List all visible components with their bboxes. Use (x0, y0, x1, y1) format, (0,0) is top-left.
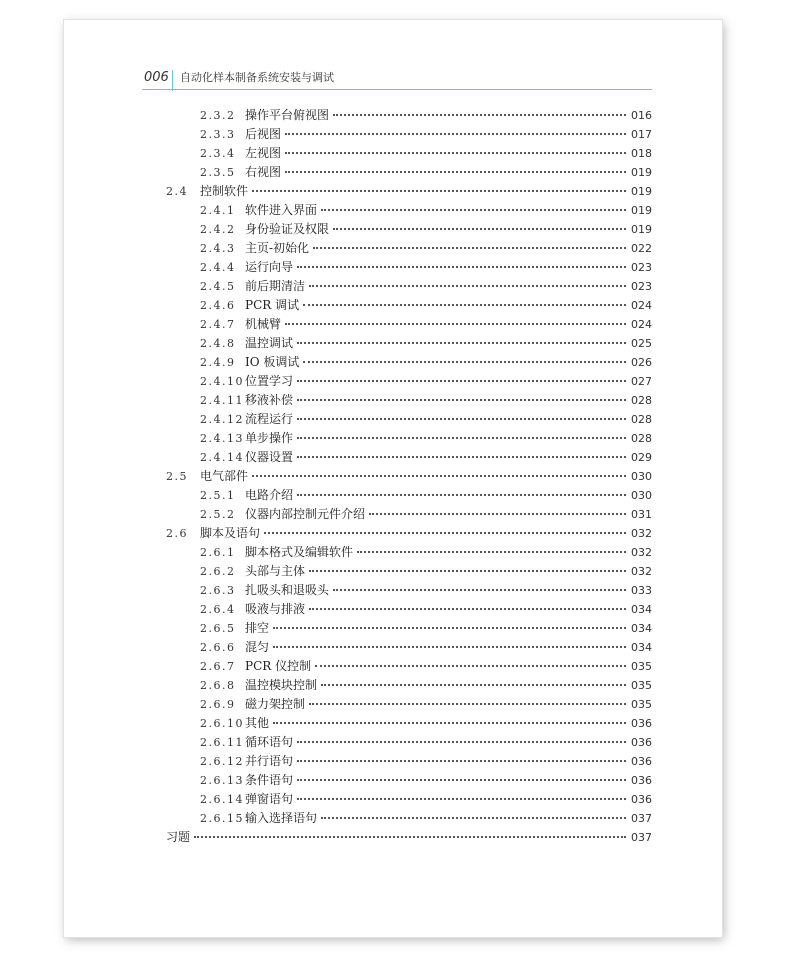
toc-entry-number: 2.4.3 (200, 242, 236, 255)
toc-entry-page: 031 (631, 508, 652, 521)
toc-subsection-entry (166, 543, 652, 562)
toc-leader-dots (252, 190, 626, 192)
toc-leader-dots (252, 475, 626, 477)
toc-entry-title: 操作平台俯视图 (245, 108, 330, 122)
toc-subsection-entry (166, 695, 652, 714)
toc-entry-page: 018 (631, 147, 652, 160)
toc-entry-page: 035 (631, 679, 652, 692)
toc-entry-title: IO 板调试 (245, 355, 300, 369)
toc-subsection-entry (166, 714, 652, 733)
toc-subsection-entry (166, 733, 652, 752)
toc-entry-page: 023 (631, 261, 652, 274)
toc-entry-page: 028 (631, 432, 652, 445)
toc-entry-number: 2.3.3 (200, 128, 236, 141)
toc-subsection-entry (166, 296, 652, 315)
toc-subsection-entry (166, 657, 652, 676)
toc-subsection-entry (166, 809, 652, 828)
toc-leader-dots (297, 418, 626, 420)
toc-subsection-entry (166, 334, 652, 353)
toc-entry-page: 030 (631, 489, 652, 502)
toc-entry-number: 2.4.1 (200, 204, 236, 217)
toc-subsection-entry (166, 201, 652, 220)
toc-leader-dots (313, 247, 626, 249)
toc-subsection-entry (166, 486, 652, 505)
toc-entry-number: 2.5.2 (200, 508, 236, 521)
toc-entry-title: 排空 (245, 621, 270, 635)
toc-subsection-entry (166, 581, 652, 600)
toc-entry-page: 024 (631, 318, 652, 331)
toc-leader-dots (303, 304, 626, 306)
toc-entry-page: 037 (631, 831, 652, 844)
toc-entry-title: 习题 (166, 830, 191, 844)
toc-entry-number: 2.3.4 (200, 147, 236, 160)
toc-entry-title: 位置学习 (245, 374, 294, 388)
toc-entry-title: 循环语句 (245, 735, 294, 749)
toc-entry-title: 温控模块控制 (245, 678, 318, 692)
toc-entry-number: 2.6.8 (200, 679, 236, 692)
toc-entry-title: 运行向导 (245, 260, 294, 274)
page-number: 006 (144, 70, 169, 85)
toc-entry-number: 2.4.11 (200, 394, 244, 407)
toc-entry-number: 2.6.4 (200, 603, 236, 616)
toc-leader-dots (315, 665, 626, 667)
toc-entry-page: 036 (631, 793, 652, 806)
toc-entry (166, 828, 652, 847)
toc-entry-title: 条件语句 (245, 773, 294, 787)
toc-entry-title: 脚本格式及编辑软件 (245, 545, 354, 559)
toc-subsection-entry (166, 220, 652, 239)
toc-entry-page: 023 (631, 280, 652, 293)
toc-entry-title: 软件进入界面 (245, 203, 318, 217)
toc-leader-dots (273, 646, 626, 648)
toc-section-entry (166, 182, 652, 201)
toc-entry-title: 移液补偿 (245, 393, 294, 407)
toc-entry-page: 032 (631, 565, 652, 578)
toc-entry-number: 2.4.10 (200, 375, 244, 388)
toc-leader-dots (321, 684, 626, 686)
toc-subsection-entry (166, 353, 652, 372)
toc-leader-dots (297, 342, 626, 344)
toc-leader-dots (297, 456, 626, 458)
toc-leader-dots (194, 836, 626, 838)
toc-entry-title: 右视图 (245, 165, 282, 179)
table-of-contents (166, 106, 652, 847)
toc-subsection-entry (166, 125, 652, 144)
toc-entry-number: 2.6 (166, 527, 188, 540)
toc-entry-page: 036 (631, 717, 652, 730)
toc-entry-title: 并行语句 (245, 754, 294, 768)
toc-entry-title: 机械臂 (245, 317, 282, 331)
toc-entry-title: 扎吸头和退吸头 (245, 583, 330, 597)
toc-leader-dots (321, 209, 626, 211)
toc-entry-title: 混匀 (245, 640, 270, 654)
toc-leader-dots (297, 494, 626, 496)
toc-leader-dots (333, 114, 626, 116)
toc-entry-number: 2.5.1 (200, 489, 236, 502)
toc-entry-page: 032 (631, 546, 652, 559)
toc-entry-number: 2.4 (166, 185, 188, 198)
toc-entry-title: 温控调试 (245, 336, 294, 350)
toc-entry-number: 2.6.11 (200, 736, 244, 749)
toc-leader-dots (285, 171, 626, 173)
toc-entry-page: 034 (631, 622, 652, 635)
toc-leader-dots (297, 437, 626, 439)
toc-leader-dots (285, 133, 626, 135)
toc-leader-dots (264, 532, 626, 534)
toc-leader-dots (309, 703, 626, 705)
toc-leader-dots (273, 627, 626, 629)
toc-leader-dots (303, 361, 626, 363)
toc-entry-number: 2.6.3 (200, 584, 236, 597)
toc-leader-dots (309, 570, 626, 572)
toc-entry-page: 028 (631, 394, 652, 407)
toc-subsection-entry (166, 562, 652, 581)
toc-entry-number: 2.6.10 (200, 717, 244, 730)
toc-entry-title: 仪器内部控制元件介绍 (245, 507, 366, 521)
toc-leader-dots (321, 817, 626, 819)
toc-entry-number: 2.6.2 (200, 565, 236, 578)
toc-entry-number: 2.4.2 (200, 223, 236, 236)
toc-entry-number: 2.6.6 (200, 641, 236, 654)
toc-entry-number: 2.4.7 (200, 318, 236, 331)
toc-entry-page: 028 (631, 413, 652, 426)
toc-entry-title: 弹窗语句 (245, 792, 294, 806)
toc-entry-number: 2.4.14 (200, 451, 244, 464)
toc-entry-title: 流程运行 (245, 412, 294, 426)
toc-entry-title: 身份验证及权限 (245, 222, 330, 236)
toc-leader-dots (297, 760, 626, 762)
toc-subsection-entry (166, 676, 652, 695)
toc-leader-dots (369, 513, 626, 515)
toc-entry-page: 024 (631, 299, 652, 312)
toc-entry-page: 029 (631, 451, 652, 464)
toc-leader-dots (357, 551, 626, 553)
toc-entry-title: 后视图 (245, 127, 282, 141)
toc-entry-number: 2.5 (166, 470, 188, 483)
toc-leader-dots (297, 380, 626, 382)
toc-subsection-entry (166, 752, 652, 771)
toc-leader-dots (297, 399, 626, 401)
toc-entry-title: 头部与主体 (245, 564, 306, 578)
toc-subsection-entry (166, 505, 652, 524)
toc-entry-number: 2.6.12 (200, 755, 244, 768)
toc-section-entry (166, 467, 652, 486)
header-divider (172, 70, 173, 91)
toc-subsection-entry (166, 163, 652, 182)
toc-entry-title: 电气部件 (200, 469, 249, 483)
toc-entry-title: 吸液与排液 (245, 602, 306, 616)
toc-entry-number: 2.6.14 (200, 793, 244, 806)
toc-entry-number: 2.6.9 (200, 698, 236, 711)
toc-entry-page: 019 (631, 223, 652, 236)
toc-entry-number: 2.4.5 (200, 280, 236, 293)
toc-entry-page: 036 (631, 736, 652, 749)
toc-entry-number: 2.6.5 (200, 622, 236, 635)
toc-entry-number: 2.4.8 (200, 337, 236, 350)
toc-entry-page: 019 (631, 166, 652, 179)
header-rule-line (142, 89, 652, 90)
toc-entry-page: 030 (631, 470, 652, 483)
toc-section-entry (166, 524, 652, 543)
toc-leader-dots (297, 798, 626, 800)
toc-entry-page: 035 (631, 660, 652, 673)
toc-entry-title: 电路介绍 (245, 488, 294, 502)
toc-entry-page: 022 (631, 242, 652, 255)
toc-entry-title: 单步操作 (245, 431, 294, 445)
toc-entry-page: 017 (631, 128, 652, 141)
toc-subsection-entry (166, 638, 652, 657)
toc-subsection-entry (166, 410, 652, 429)
toc-subsection-entry (166, 790, 652, 809)
toc-entry-number: 2.3.2 (200, 109, 236, 122)
toc-entry-page: 032 (631, 527, 652, 540)
toc-leader-dots (285, 152, 626, 154)
toc-leader-dots (297, 779, 626, 781)
toc-leader-dots (297, 741, 626, 743)
toc-subsection-entry (166, 239, 652, 258)
toc-subsection-entry (166, 619, 652, 638)
toc-leader-dots (309, 608, 626, 610)
toc-leader-dots (273, 722, 626, 724)
toc-entry-page: 037 (631, 812, 652, 825)
toc-entry-page: 025 (631, 337, 652, 350)
toc-entry-number: 2.3.5 (200, 166, 236, 179)
toc-entry-title: 输入选择语句 (245, 811, 318, 825)
toc-entry-title: 脚本及语句 (200, 526, 261, 540)
toc-entry-number: 2.4.6 (200, 299, 236, 312)
toc-subsection-entry (166, 258, 652, 277)
toc-entry-title: 磁力架控制 (245, 697, 306, 711)
toc-entry-number: 2.6.1 (200, 546, 236, 559)
toc-entry-number: 2.4.12 (200, 413, 244, 426)
toc-entry-title: 前后期清洁 (245, 279, 306, 293)
toc-entry-title: 其他 (245, 716, 270, 730)
toc-entry-title: 控制软件 (200, 184, 249, 198)
toc-leader-dots (297, 266, 626, 268)
toc-subsection-entry (166, 429, 652, 448)
toc-entry-page: 035 (631, 698, 652, 711)
toc-subsection-entry (166, 448, 652, 467)
toc-entry-number: 2.6.7 (200, 660, 236, 673)
toc-leader-dots (333, 589, 626, 591)
toc-entry-title: PCR 仪控制 (245, 659, 312, 673)
book-title: 自动化样本制备系统安装与调试 (180, 71, 334, 84)
toc-entry-page: 036 (631, 774, 652, 787)
toc-entry-page: 026 (631, 356, 652, 369)
toc-subsection-entry (166, 391, 652, 410)
toc-entry-number: 2.4.4 (200, 261, 236, 274)
toc-entry-page: 033 (631, 584, 652, 597)
toc-entry-title: 主页-初始化 (245, 241, 310, 255)
toc-subsection-entry (166, 600, 652, 619)
toc-entry-page: 019 (631, 204, 652, 217)
toc-entry-page: 027 (631, 375, 652, 388)
toc-entry-page: 016 (631, 109, 652, 122)
toc-leader-dots (333, 228, 626, 230)
toc-subsection-entry (166, 277, 652, 296)
toc-entry-number: 2.6.15 (200, 812, 244, 825)
toc-entry-number: 2.4.9 (200, 356, 236, 369)
toc-subsection-entry (166, 771, 652, 790)
toc-entry-page: 034 (631, 641, 652, 654)
toc-entry-title: 仪器设置 (245, 450, 294, 464)
toc-entry-page: 019 (631, 185, 652, 198)
toc-entry-page: 034 (631, 603, 652, 616)
toc-subsection-entry (166, 106, 652, 125)
toc-entry-number: 2.6.13 (200, 774, 244, 787)
toc-subsection-entry (166, 372, 652, 391)
toc-entry-title: 左视图 (245, 146, 282, 160)
toc-entry-title: PCR 调试 (245, 298, 300, 312)
toc-entry-page: 036 (631, 755, 652, 768)
toc-subsection-entry (166, 144, 652, 163)
toc-leader-dots (309, 285, 626, 287)
toc-leader-dots (285, 323, 626, 325)
toc-entry-number: 2.4.13 (200, 432, 244, 445)
toc-subsection-entry (166, 315, 652, 334)
page-header (142, 70, 652, 90)
